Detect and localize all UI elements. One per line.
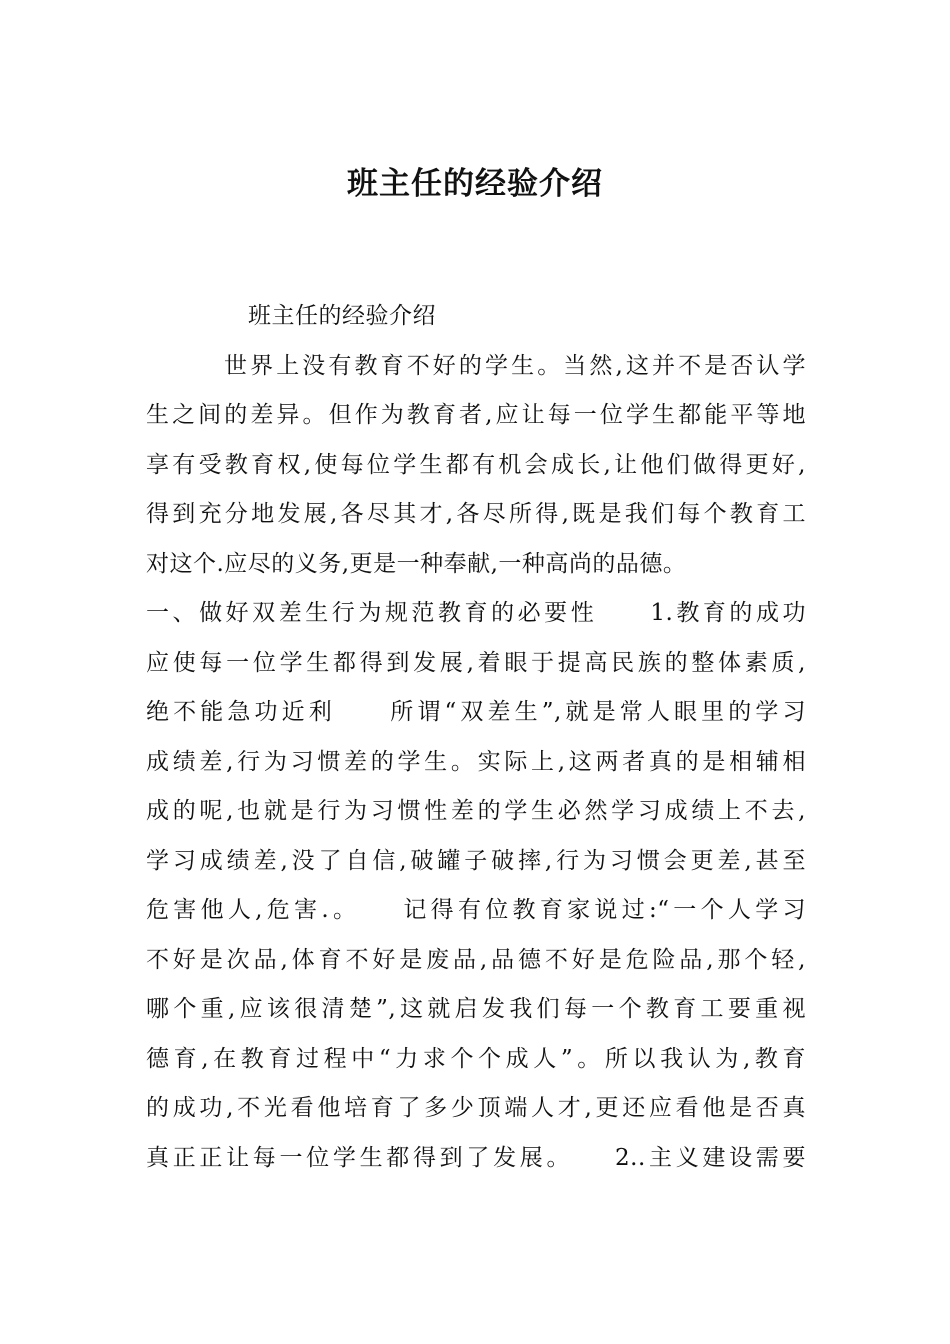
paragraph-line: 享有受教育权,使每位学生都有机会成长,让他们做得更好, bbox=[146, 451, 806, 478]
document-body bbox=[146, 292, 806, 1183]
paragraph-line: 危害他人,危害.。 记得有位教育家说过:“一个人学习 bbox=[146, 897, 806, 923]
paragraph-line: 对这个.应尽的义务,更是一种奉献,一种高尚的品德。 bbox=[146, 550, 687, 577]
paragraph-line: 德育,在教育过程中“力求个个成人”。所以我认为,教育 bbox=[146, 1045, 806, 1072]
paragraph-line: 成的呢,也就是行为习惯性差的学生必然学习成绩上不去, bbox=[146, 798, 806, 824]
section-line: 一、做好双差生行为规范教育的必要性 1.教育的成功 bbox=[146, 600, 806, 626]
paragraph-line: 应使每一位学生都得到发展,着眼于提高民族的整体素质, bbox=[146, 649, 806, 676]
paragraph-line: 不好是次品,体育不好是废品,品德不好是危险品,那个轻, bbox=[146, 946, 806, 973]
paragraph-line: 学习成绩差,没了自信,破罐子破摔,行为习惯会更差,甚至 bbox=[146, 847, 806, 874]
paragraph-line: 世界上没有教育不好的学生。当然,这并不是否认学 bbox=[224, 352, 806, 379]
paragraph-line: 的成功,不光看他培育了多少顶端人才,更还应看他是否真 bbox=[146, 1095, 806, 1121]
paragraph-line: 生之间的差异。但作为教育者,应让每一位学生都能平等地 bbox=[146, 402, 806, 428]
paragraph-line: 真正正让每一位学生都得到了发展。 2..主义建设需要 bbox=[146, 1144, 806, 1171]
body-heading: 班主任的经验介绍 bbox=[248, 303, 436, 329]
paragraph-line: 成绩差,行为习惯差的学生。实际上,这两者真的是相辅相 bbox=[146, 748, 806, 775]
paragraph-line: 哪个重,应该很清楚”,这就启发我们每一个教育工要重视 bbox=[146, 996, 806, 1022]
document-title: 班主任的经验介绍 bbox=[347, 166, 603, 202]
paragraph-line: 绝不能急功近利 所谓“双差生”,就是常人眼里的学习 bbox=[146, 699, 806, 725]
paragraph-line: 得到充分地发展,各尽其才,各尽所得,既是我们每个教育工 bbox=[146, 501, 806, 527]
